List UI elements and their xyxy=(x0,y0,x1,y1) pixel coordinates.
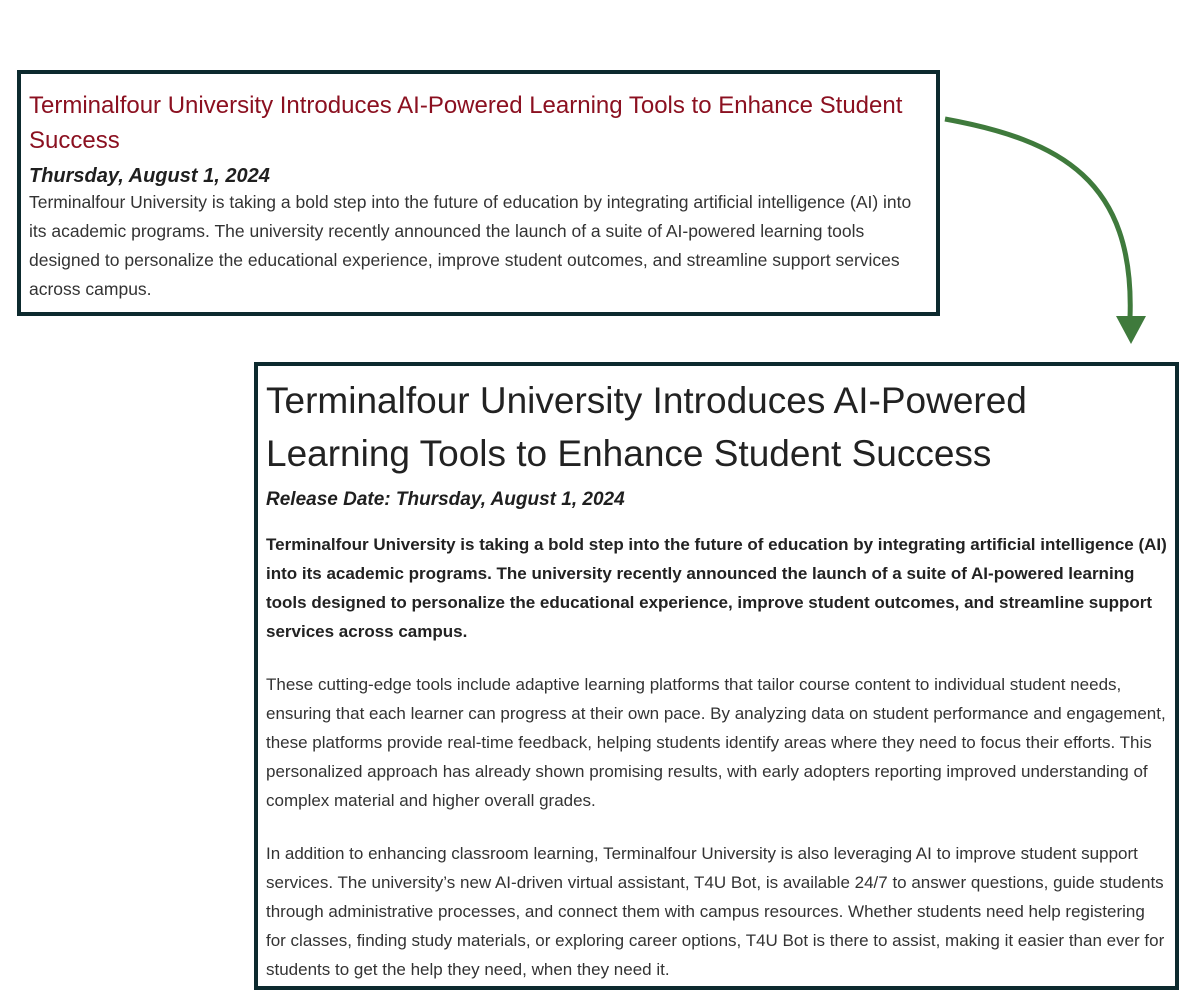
teaser-card xyxy=(17,70,940,316)
article-paragraph: In addition to enhancing classroom learning, Terminalfour University is also leveraging AI to improve student support services. The university’s new AI-driven virtual assistant, T4U Bot, is available 24/7 to answer questions, guide students through administrative processes, and connect them with campus resources. Whether students need help registering for classes, finding study materials, or exploring career options, T4U Bot is there to assist, making it easier than ever for students to get the help they need, when they need it. xyxy=(266,844,1165,979)
article-card xyxy=(254,362,1179,990)
article-title: Terminalfour University Introduces AI-Powered Learning Tools to Enhance Student Success xyxy=(266,380,1027,474)
article-paragraph: These cutting-edge tools include adaptive learning platforms that tailor course content to individual student needs, ensuring that each learner can progress at their own pace. By analyzing data on student performance and engagement, these platforms provide real-time feedback, helping students identify areas where they need to focus their efforts. This personalized approach has already shown promising results, with early adopters reporting improved understanding of complex material and higher overall grades. xyxy=(266,675,1166,810)
article-release-date: Release Date: Thursday, August 1, 2024 xyxy=(266,489,625,510)
arrow-head xyxy=(1116,316,1146,344)
article-lead: Terminalfour University is taking a bold step into the future of education by integrating artificial intelligence (AI) into its academic programs. The university recently announced the launch of a suite of AI-powered learning tools designed to personalize the educational experience, improve student outcomes, and streamline support services across campus. xyxy=(266,535,1167,641)
teaser-summary: Terminalfour University is taking a bold step into the future of education by integrating artificial intelligence (AI) into its academic programs. The university recently announced the launch of a suite of AI-powered learning tools designed to personalize the educational experience, improve student outcomes, and streamline support services across campus. xyxy=(29,192,912,299)
curved-arrow-icon xyxy=(940,110,1160,350)
teaser-date: Thursday, August 1, 2024 xyxy=(29,165,270,187)
teaser-title-link[interactable]: Terminalfour University Introduces AI-Powered Learning Tools to Enhance Student Success xyxy=(29,92,903,154)
arrow-curve xyxy=(945,119,1130,318)
